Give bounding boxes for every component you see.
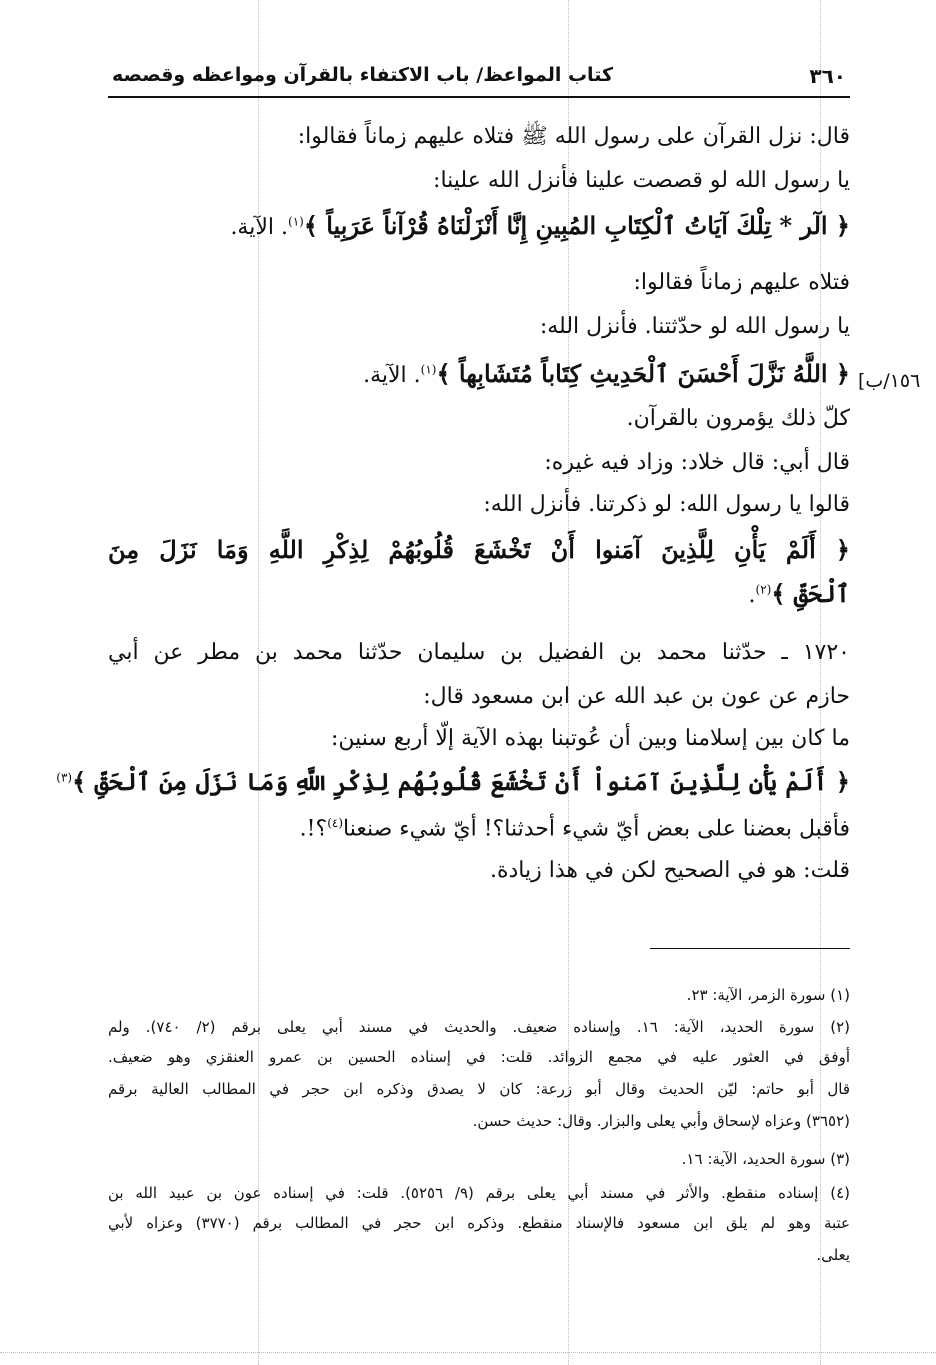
footnote-ref: (١) <box>288 214 304 229</box>
footnote: (٤) إسناده منقطع. والأثر في مسند أبي يعلى برقم (٩/ ٥٢٥٦). قلت: في إسناده عون بن عبيد الله بن <box>108 1184 850 1202</box>
quran-verse: ﴿ الٓر * تِلْكَ آيَاتُ ٱلْكِتَابِ المُبِينِ إِنَّا أَنْزَلْنَاهُ قُرْآناً عَرَبِياً ﴾ <box>303 211 850 240</box>
verse-tail: . <box>748 583 756 608</box>
scan-guide-line <box>568 0 569 1365</box>
scan-guide-line <box>0 1352 936 1353</box>
quran-verse: ﴿ اللَّهُ نَزَّلَ أَحْسَنَ ٱلْحَدِيثِ كِتَاباً مُتَشَابِهاً ﴾ <box>436 359 850 388</box>
footnote-ref: (٣) <box>56 770 73 785</box>
text-line: فتلاه عليهم زماناً فقالوا: <box>633 270 850 295</box>
footnote-continuation: أوفق في العثور عليه في مجمع الزوائد. قلت: في إسناده الحسين بن عمرو العنقزي وهو ضعيف. <box>108 1048 850 1066</box>
text-line: يا رسول الله لو حدّثتنا. فأنزل الله: <box>539 314 850 339</box>
scan-guide-line <box>258 0 259 1365</box>
footnote-continuation: عتبة وهو لم يلق ابن مسعود فالإسناد منقطع. وذكره ابن حجر في المطالب برقم (٣٧٧٠) وعزاه لأبي <box>108 1214 850 1232</box>
text-line: كلّ ذلك يؤمرون بالقرآن. <box>626 406 850 431</box>
manuscript-folio-marker: ١٥٦/ب] <box>858 370 921 392</box>
text-line <box>300 816 850 843</box>
footnote-ref: (٢) <box>755 582 772 597</box>
text-line: قلت: هو في الصحيح لكن في هذا زيادة. <box>489 858 850 883</box>
verse-tail: . الآية. <box>363 363 421 388</box>
verse-line <box>749 580 851 609</box>
quran-verse: ﴿ أَلَمْ يَأْنِ لِلَّذِينَ آمَنواْ أَنْ تَخْشَعَ قُلُوبُهُم لِذِكْرِ اللَّهِ وَمَا نَزَلَ مِنَ ٱلْحَقِّ ﴾ <box>72 767 850 796</box>
footnote: (١) سورة الزمر، الآية: ٢٣. <box>686 986 850 1004</box>
verse-line <box>56 768 850 797</box>
text-line: قال: نزل القرآن على رسول الله ﷺ فتلاه عليهم زماناً فقالوا: <box>297 124 850 149</box>
hadith-number-line: ١٧٢٠ ـ حدّثنا محمد بن الفضيل بن سليمان حدّثنا محمد بن مطر عن أبي <box>108 640 850 665</box>
footnote-separator <box>650 948 850 949</box>
footnote-continuation: يعلى. <box>816 1246 850 1264</box>
text-line: قالوا يا رسول الله: لو ذكرتنا. فأنزل الله: <box>483 492 850 517</box>
quran-verse: ٱلْحَقِّ ﴾ <box>771 579 850 608</box>
verse-line <box>230 212 850 241</box>
footnote-continuation: (٣٦٥٢) وعزاه لإسحاق وأبي يعلى والبزار. وقال: حديث حسن. <box>472 1112 850 1130</box>
text-span: فأقبل بعضنا على بعض أيّ شيء أحدثنا؟! أيّ شيء صنعنا <box>343 816 850 842</box>
text-tail: ؟!. <box>299 816 328 842</box>
chapter-title: كتاب المواعظ/ باب الاكتفاء بالقرآن ومواعظه وقصصه <box>112 64 613 86</box>
header-rule <box>108 96 850 98</box>
footnote-ref: (٤) <box>327 816 344 830</box>
verse-line <box>363 360 850 389</box>
page-number: ٣٦٠ <box>809 64 846 88</box>
footnote-continuation: قال أبو حاتم: ليّن الحديث وقال أبو زرعة: كان لا يصدق وذكره ابن حجر في المطالب العالية برقم <box>108 1080 850 1098</box>
text-line: يا رسول الله لو قصصت علينا فأنزل الله علينا: <box>433 168 850 193</box>
running-header <box>108 60 850 94</box>
footnote-ref: (١) <box>420 362 437 377</box>
footnote: (٢) سورة الحديد، الآية: ١٦. وإسناده ضعيف. والحديث في مسند أبي يعلى برقم (٢/ ٧٤٠). ولم <box>108 1018 850 1036</box>
quran-verse: ﴿ أَلَمْ يَأْنِ لِلَّذِينَ آمَنوا أَنْ تَخْشَعَ قُلُوبُهُمْ لِذِكْرِ اللَّهِ وَمَا نَزَلَ مِنَ <box>108 535 850 564</box>
text-line: حازم عن عون بن عبد الله عن ابن مسعود قال: <box>423 684 850 709</box>
text-line: قال أبي: قال خلاد: وزاد فيه غيره: <box>544 450 850 475</box>
text-line: ما كان بين إسلامنا وبين أن عُوتبنا بهذه الآية إلّا أربع سنين: <box>330 726 850 751</box>
verse-tail: . الآية. <box>230 215 288 240</box>
footnote: (٣) سورة الحديد، الآية: ١٦. <box>681 1150 850 1168</box>
